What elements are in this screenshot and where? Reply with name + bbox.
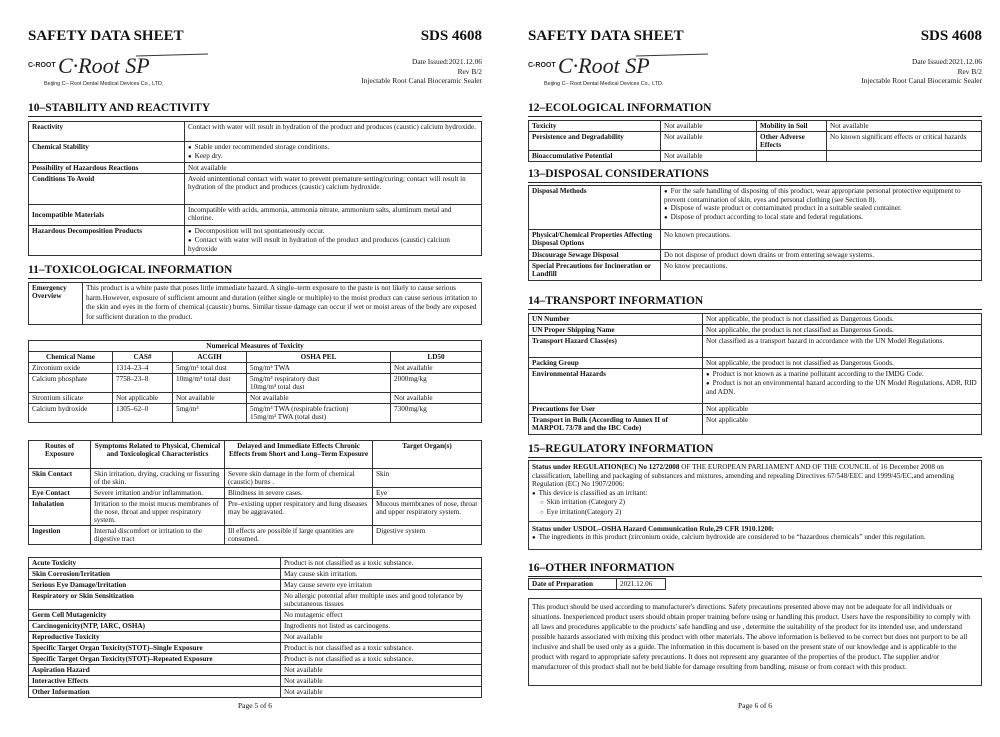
section-10-title: 10–STABILITY AND REACTIVITY (28, 102, 482, 117)
page-5 (20, 0, 490, 737)
page-number: Page 6 of 6 (738, 701, 772, 710)
section-14-title: 14–TRANSPORT INFORMATION (528, 295, 982, 310)
section-15-title: 15–REGULATORY INFORMATION (528, 443, 982, 458)
regulatory-box: Status under REGULATION(EC) No 1272/2008 OF THE EUROPEAN PARLIAMENT AND OF THE COUNCIL of 16 December 2008 on classification, labelling and packaging of substances and mixtures, amending and repealing Directives 67/548/EEC and 1999/45/EC,and amending Regulation (EC) No 1907/2006: ● This device is classified as an irritant: ○ Skin irritation (Category 2) ○ Eye irritation(Category 2) Status under USDOL–OSHA Hazard Communication Rule,29 CFR 1910.1200: ● The ingredients in this product (zirconium oxide, calcium hydroxide are considered to be “hazardous chemicals” under this regulation. (528, 460, 982, 550)
ecological-table: Toxicity Not available Mobility in Soil Not available Persistence and Degradability Not available Other Adverse Effects No known significant effects or critical hazards Bioaccumulative Potential Not available (528, 120, 982, 162)
section-16-title: 16–OTHER INFORMATION (528, 562, 982, 577)
company-logo (28, 51, 238, 89)
section-13-title: 13–DISPOSAL CONSIDERATIONS (528, 168, 982, 183)
disclaimer: This product should be used according to manufacturer's directions. Safety precautions presented above may not be adequate for all individuals or situations. Inexperienced product users should obtain proper training before using or handling this product. Users have the responsibility to comply with all laws and procedures applicable to the products' safe handling and use , determine the suitability of the product for its intended use, and understand possible hazards associated with mixing this product with other materials. The above information is believed to be correct but does not purport to be all inclusive and shall be used only as a guide. The information in this document is based on the present state of our knowledge and is applicable to the product with regard to appropriate safety precautions. It does not represent any guarantee of the properties of the product. The supplier and/or manufacturer of this product shall not be held liable for damage resulting from handling, misuse or from contact with this product. (528, 598, 982, 686)
routes-of-exposure-table: Routes of Exposure Symptoms Related to Physical, Chemical and Toxicological Characteristics Delayed and Immediate Effects Chronic Effects from Short and Long–Term Exposure Target Organ(s) Skin Contact Skin irritation, drying, cracking or fissuring of the skin. Severe skin damage in the form of chemical (caustic) burns . Skin Eye Contact Severe irritation and/or inflammation. Blindness in severe cases. Eye Inhalation Irritation to the moist mucus membranes of the nose, throat and upper respiratory system. Pre–existing upper respiratory and lung diseases may be aggravated. Mucous membranes of nose, throat and upper respiratory system. Ingestion Internal discomfort or irritation to the digestive tract Ill effects are possible if large quantities are consumed. Digestive system (28, 440, 482, 545)
header-info: Date Issued:2021.12.06 Rev B/2 Injectable Root Canal Bioceramic Sealer (361, 57, 482, 86)
preparation-date-table: Date of Preparation 2021.12.06 (528, 578, 666, 590)
sheet-title: SAFETY DATA SHEET (28, 28, 184, 44)
transport-table: UN Number Not applicable, the product is not classified as Dangerous Goods. UN Proper Shipping Name Not applicable, the product is not classified as Dangerous Goods. Transport Hazard Class(es) Not classified as a transport hazard in accordance with the UN Model Regulations. Packing Group Not applicable, the product is not classified as Dangerous Goods. Environmental Hazards ● Product is not known as a marine pollutant according to the IMDG Code. ● Product is not an environmental hazard according to the UN Model Regulations, ADR, RID and ADN. Precautions for User Not applicable Transport in Bulk (According to Annex II of MARPOL 73/78 and the IBC Code) Not applicable (528, 313, 982, 435)
svg-text:C-ROOT: C-ROOT (528, 62, 556, 69)
svg-text:C·Root SP: C·Root SP (58, 53, 150, 78)
company-logo (528, 51, 738, 89)
sheet-title: SAFETY DATA SHEET (528, 28, 684, 44)
stability-table: Reactivity Contact with water will result in hydration of the product and produces (caustic) calcium hydroxide. Chemical Stability ● Stable under recommended storage conditions. ● Keep dry. Possibility of Hazardous Reactions Not available Conditions To Avoid Avoid unintentional contact with water to prevent premature setting/curing; contact will result in hydration of the product and produces (caustic) calcium hydroxide. Incompatible Materials Incompatible with acids, ammonia, ammonia nitrate, ammonium salts, aluminum metal and chlorine. Hazardous Decomposition Products ● Decomposition will not spontaneously occur. ● Contact with water will result in hydration of the product and produces (caustic) calcium hydroxide (28, 121, 482, 256)
sds-number: SDS 4608 (920, 28, 982, 44)
emergency-overview: Emergency Overview This product is a white paste that poses little immediate hazard. A single–term exposure to the paste is not likely to cause serious harm.However, exposure of sufficient amount and duration (either single or multiple) to the moist product can cause serious irritation to the skin and eyes in the form of chemical (caustic) burns. Similar tissue damage can occur if wet or moist areas of the body are exposed for sufficient duration to the product. (28, 282, 482, 325)
sds-number: SDS 4608 (420, 28, 482, 44)
hazard-classification-table: Acute Toxicity Product is not classified as a toxic substance. Skin Corrosion/Irritation May cause skin irritation. Serious Eye Damage/Irritation May cause severe eye irritaton Respiratory or Skin Sensitization No allergic potential after multiple uses and good tolerance by subcutaneous tissues Germ Cell Mutagenicity No mutagenic effect Carcinogenicity(NTP, IARC, OSHA) Ingredients not listed as carcinogens. Reproductive Toxicity Not available Specific Target Organ Toxicity(STOT)–Single Exposure Product is not classified as a toxic substance. Specific Target Organ Toxicity(STOT)–Repeated Exposure Product is not classified as a toxic substance. Aspiration Hazard Not available Interactive Effects Not available Other Information Not available (28, 557, 482, 698)
svg-text:Beijing C– Root Dental Medical: Beijing C– Root Dental Medical Devices Co., LTD. (544, 81, 664, 87)
svg-text:C·Root SP: C·Root SP (558, 53, 650, 78)
page-6 (520, 0, 990, 737)
page-number: Page 5 of 6 (238, 701, 272, 710)
svg-text:Beijing C– Root Dental Medical: Beijing C– Root Dental Medical Devices Co., LTD. (44, 81, 164, 87)
section-11-title: 11–TOXICOLOGICAL INFORMATION (28, 264, 482, 279)
numerical-toxicity-table: Numerical Measures of Toxicity Chemical Name CAS# ACGIH OSHA PEL LD50 Zirconium oxide 1314–23–4 5mg/m³ total dust 5mg/m³ TWA Not available Calcium phosphate 7758–23–8 10mg/m³ total dust 5mg/m³ respiratory dust 10mg/m³ total dust 2000mg/kg Strontium silicate Not applicable Not available Not available Not available Calcium hydroxide 1305–62–0 5mg/m³ 5mg/m³ TWA (respirable fraction) 15mg/m³ TWA (total dust) 7300mg/kg (28, 340, 482, 423)
section-12-title: 12–ECOLOGICAL INFORMATION (528, 102, 982, 117)
svg-text:C-ROOT: C-ROOT (28, 62, 56, 69)
header-info: Date Issued:2021.12.06 Rev B/2 Injectable Root Canal Bioceramic Sealer (861, 57, 982, 86)
disposal-table: Disposal Methods ● For the safe handling of disposing of this product, wear appropriate personal protective equipment to prevent contamination of skin, eyes and personal clothing (see Section 8). ● Dispose of waste product or contaminated product in a suitable sealed container. ● Dispose of product according to local state and federal regulations. Physical/Chemical Properties Affecting Disposal Options No known precautions. Discourage Sewage Disposal Do not dispose of product down drains or from entering sewage systems. Special Precautions for Incineration or Landfill No know precautions. (528, 185, 982, 281)
